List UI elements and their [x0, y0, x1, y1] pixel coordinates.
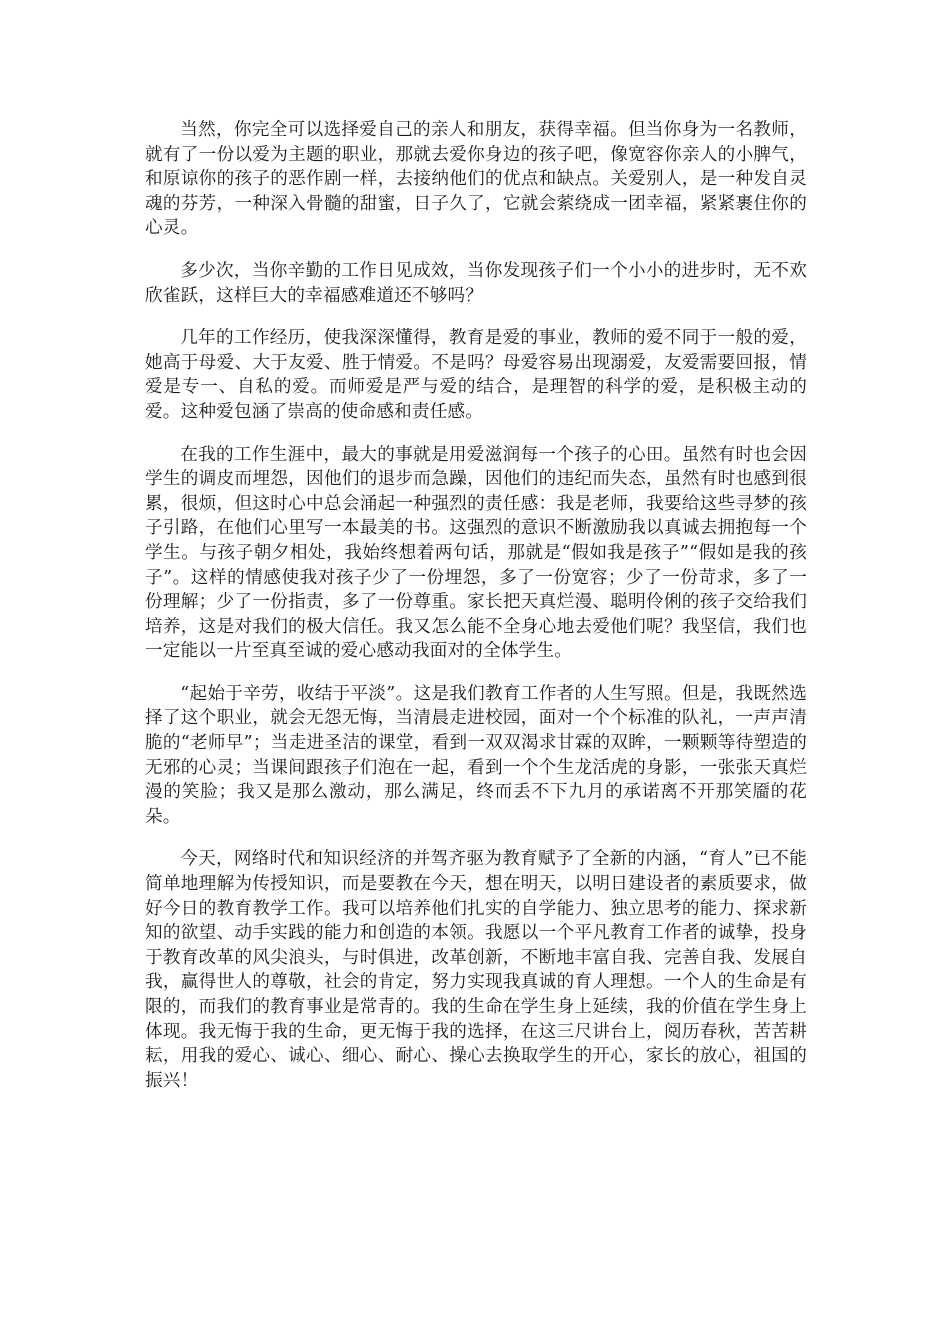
document-page: [145, 118, 807, 1111]
paragraph-6: 今天，网络时代和知识经济的并驾齐驱为教育赋予了全新的内涵，“育人”已不能简单地理解为传授知识，而是要教在今天，想在明天，以明日建设者的素质要求，做好今日的教育教学工作。我可以培养他们扎实的自学能力、独立思考的能力、探求新知的欲望、动手实践的能力和创造的本领。我愿以一个平凡教育工作者的诚挚，投身于教育改革的风尖浪头，与时俱进，改革创新，不断地丰富自我、完善自我、发展自我，赢得世人的尊敬，社会的肯定，努力实现我真诚的育人理想。一个人的生命是有限的，而我们的教育事业是常青的。我的生命在学生身上延续，我的价值在学生身上体现。我无悔于我的生命，更无悔于我的选择，在这三尺讲台上，阅历春秋，苦苦耕耘，用我的爱心、诚心、细心、耐心、操心去换取学生的开心，家长的放心，祖国的振兴！: [145, 849, 807, 1091]
paragraph-2: 多少次，当你辛勤的工作日见成效，当你发现孩子们一个小小的进步时，无不欢欣雀跃，这样巨大的幸福感难道还不够吗？: [145, 260, 807, 306]
paragraph-4: 在我的工作生涯中，最大的事就是用爱滋润每一个孩子的心田。虽然有时也会因学生的调皮而埋怨，因他们的退步而急躁，因他们的违纪而失态，虽然有时也感到很累，很烦，但这时心中总会涌起一种强烈的责任感：我是老师，我要给这些寻梦的孩子引路，在他们心里写一本最美的书。这强烈的意识不断激励我以真诚去拥抱每一个学生。与孩子朝夕相处，我始终想着两句话，那就是“假如我是孩子”“假如是我的孩子”。这样的情感使我对孩子少了一份埋怨，多了一份宽容；少了一份苛求，多了一份理解；少了一份指责，多了一份尊重。家长把天真烂漫、聪明伶俐的孩子交给我们培养，这是对我们的极大信任。我又怎么能不全身心地去爱他们呢？我坚信，我们也一定能以一片至真至诚的爱心感动我面对的全体学生。: [145, 444, 807, 662]
paragraph-5: “起始于辛劳，收结于平淡”。这是我们教育工作者的人生写照。但是，我既然选择了这个职业，就会无怨无悔，当清晨走进校园，面对一个个标准的队礼，一声声清脆的“老师早”；当走进圣洁的课堂，看到一双双渴求甘霖的双眸，一颗颗等待塑造的无邪的心灵；当课间跟孩子们泡在一起，看到一个个生龙活虎的身影，一张张天真烂漫的笑脸；我又是那么激动，那么满足，终而丢不下九月的承诺离不开那笑靥的花朵。: [145, 683, 807, 827]
paragraph-1: 当然，你完全可以选择爱自己的亲人和朋友，获得幸福。但当你身为一名教师，就有了一份以爱为主题的职业，那就去爱你身边的孩子吧，像宽容你亲人的小脾气，和原谅你的孩子的恶作剧一样，去接纳他们的优点和缺点。关爱别人，是一种发自灵魂的芬芳，一种深入骨髓的甜蜜，日子久了，它就会萦绕成一团幸福，紧紧裹住你的心灵。: [145, 120, 807, 239]
paragraph-3: 几年的工作经历，使我深深懂得，教育是爱的事业，教师的爱不同于一般的爱，她高于母爱、大于友爱、胜于情爱。不是吗？母爱容易出现溺爱，友爱需要回报，情爱是专一、自私的爱。而师爱是严与爱的结合，是理智的科学的爱，是积极主动的爱。这种爱包涵了崇高的使命感和责任感。: [145, 328, 807, 422]
